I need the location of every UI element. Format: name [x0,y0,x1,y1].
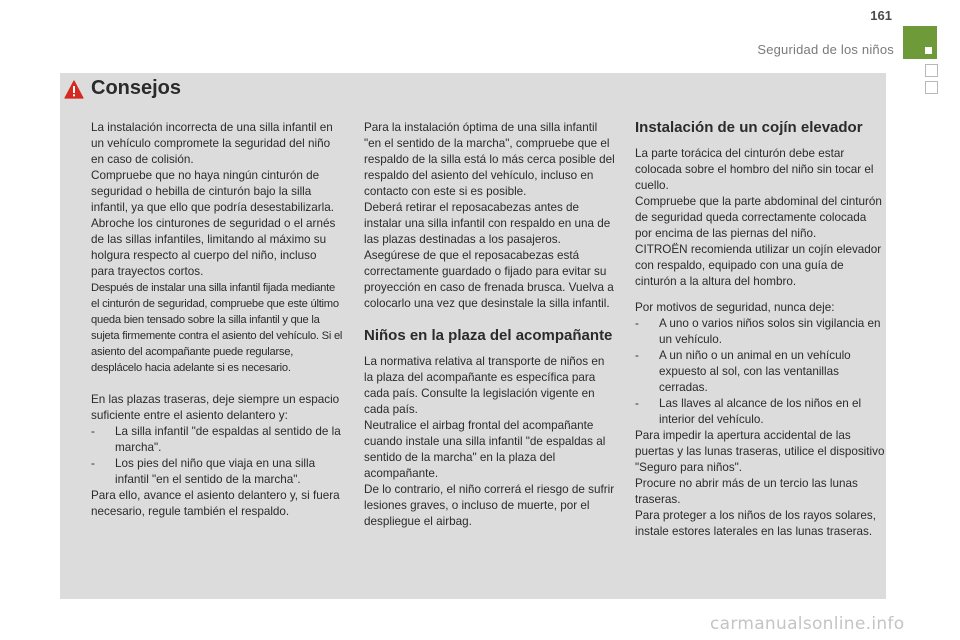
paragraph: Después de instalar una silla infantil fijada mediante el cinturón de seguridad, compruebe que este último queda bien tensado sobre la silla infantil y que la sujeta firmemente contra el asiento del vehículo. Si el asiento del acompañante puede regularse, desplácelo hacia adelante si es necesario. [91,282,343,374]
column-2 [364,120,616,530]
column-1 [91,120,343,520]
paragraph: CITROËN recomienda utilizar un cojín elevador con respaldo, equipado con una guía de cinturón a la altura del hombro. [635,243,882,288]
paragraph: Para ello, avance el asiento delantero y, si fuera necesario, regule también el respaldo. [91,489,340,518]
paragraph: Deberá retirar el reposacabezas antes de instalar una silla infantil con respaldo en una de las plazas destinadas a los pasajeros. [364,201,611,246]
list-item-text: Las llaves al alcance de los niños en el interior del vehículo. [659,397,862,426]
paragraph: Para proteger a los niños de los rayos solares, instale estores laterales en las lunas traseras. [635,509,877,538]
chapter-marker-box [925,81,938,94]
column-3 [635,120,885,540]
list-item [91,424,343,456]
paragraph: La instalación incorrecta de una silla infantil en un vehículo compromete la seguridad del niño en caso de colisión. [91,121,333,166]
warning-triangle-icon [64,80,84,99]
bullet-dash: - [635,349,639,362]
paragraph: La normativa relativa al transporte de niños en la plaza del acompañante es específica para cada país. Consulte la legislación vigente en cada país. [364,355,605,416]
panel-title: Consejos [91,77,182,99]
paragraph: La parte torácica del cinturón debe estar colocada sobre el hombro del niño sin tocar el cuello. [635,147,874,192]
chapter-marker-box [925,64,938,77]
paragraph: Para impedir la apertura accidental de las puertas y las lunas traseras, utilice el dispositivo "Seguro para niños". [635,429,885,474]
paragraph: Por motivos de seguridad, nunca deje: [635,301,835,314]
subheading-booster-cushion: Instalación de un cojín elevador [635,119,863,136]
paragraph: Neutralice el airbag frontal del acompañante cuando instale una silla infantil "de espaldas al sentido de la marcha" en la plaza del acompañante. [364,419,606,480]
paragraph: Compruebe que la parte abdominal del cinturón de seguridad queda correctamente colocada por encima de las piernas del niño. [635,195,882,240]
paragraph: De lo contrario, el niño correrá el riesgo de sufrir lesiones graves, o incluso de muerte, por el despliegue el airbag. [364,483,615,528]
bullet-dash: - [635,317,639,330]
list-item [635,316,885,348]
list-item-text: A un niño o un animal en un vehículo expuesto al sol, con las ventanillas cerradas. [659,349,851,394]
list-item [635,348,885,396]
bullet-dash: - [635,397,639,410]
section-title: Seguridad de los niños [757,42,894,57]
subheading-passenger-seat: Niños en la plaza del acompañante [364,327,613,344]
watermark: carmanualsonline.info [710,614,905,634]
list-item [91,456,343,488]
paragraph: En las plazas traseras, deje siempre un espacio suficiente entre el asiento delantero y: [91,393,340,422]
list-item-text: A uno o varios niños solos sin vigilancia en un vehículo. [659,317,881,346]
paragraph: Abroche los cinturones de seguridad o el arnés de las sillas infantiles, limitando al máximo su holgura respecto al cuerpo del niño, incluso para trayectos cortos. [91,217,336,278]
bullet-dash: - [91,425,95,438]
paragraph: Para la instalación óptima de una silla infantil "en el sentido de la marcha", compruebe que el respaldo de la silla está lo más cerca posible del respaldo del asiento del vehículo, incluso en contacto con este si es posible. [364,121,615,198]
page-number: 161 [870,8,892,23]
bullet-dash: - [91,457,95,470]
chapter-tab [903,26,937,59]
paragraph: Procure no abrir más de un tercio las lunas traseras. [635,477,858,506]
paragraph: Compruebe que no haya ningún cinturón de seguridad o hebilla de cinturón bajo la silla infantil, ya que ello que podría desestabilizarla. [91,169,334,214]
list-item-text: Los pies del niño que viaja en una silla infantil "en el sentido de la marcha". [115,457,316,486]
paragraph: Asegúrese de que el reposacabezas está correctamente guardado o fijado para evitar su proyección en caso de frenada brusca. Vuelva a colocarlo una vez que desinstale la silla infantil. [364,249,614,310]
chapter-tab-notch [925,47,932,54]
list-item [635,396,885,428]
list-item-text: La silla infantil "de espaldas al sentido de la marcha". [115,425,341,454]
